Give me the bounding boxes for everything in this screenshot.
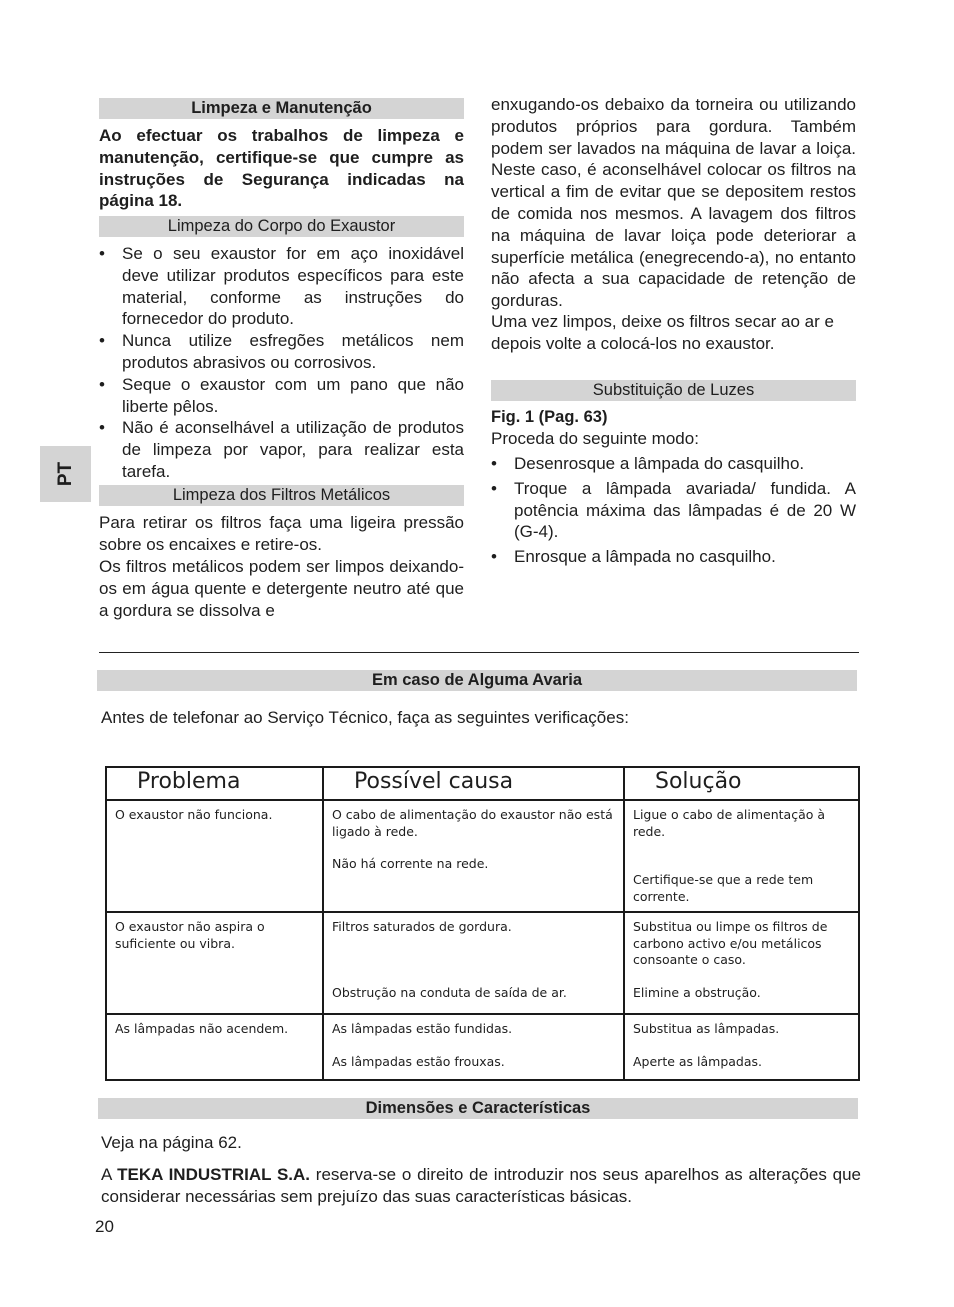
list-item: • Seque o exaustor com um pano que não liberte pêlos. (99, 374, 464, 416)
filtros-paragraph-1: Para retirar os filtros faça uma ligeira pressão sobre os encaixes e retire-os. (99, 513, 464, 554)
column-header-solucao: Solução (624, 767, 859, 800)
table-header-row (106, 767, 859, 800)
table-row (106, 1014, 859, 1080)
section-heading-limpeza: Limpeza e Manutenção (99, 98, 464, 119)
subheading-filtros: Limpeza dos Filtros Metálicos (99, 485, 464, 506)
filtros-continued: enxugando-os debaixo da torneira ou utilizando produtos próprios para gordura. Também podem ser lavados na máquina de lavar a loiça. Neste caso, é aconselhável colocar os filtros na vertical a fim de evitar que se depositem restos de comida nos mesmos. A lavagem dos filtros na máquina de lavar loiça pode deteriorar a superfície metálica (enegrecendo-a), no entanto não afecta a sua capacidade de retenção de gorduras. (491, 95, 856, 311)
section-heading-avaria: Em caso de Alguma Avaria (97, 670, 857, 691)
corpo-bullet-list (99, 243, 464, 483)
troubleshooting-table (105, 766, 860, 1081)
list-item: • Nunca utilize esfregões metálicos nem produtos abrasivos ou corrosivos. (99, 331, 464, 372)
subheading-luzes: Substituição de Luzes (491, 380, 856, 401)
filtros-secar: Uma vez limpos, deixe os filtros secar ao ar e depois volte a colocá-los no exaustor. (491, 312, 834, 353)
section-divider (99, 652, 859, 653)
table-cell-problem: As lâmpadas não acendem. (106, 1014, 323, 1080)
table-cell-solution: Substitua ou limpe os filtros de carbono activo e/ou metálicos consoante o caso. Elimine a obstrução. (624, 912, 859, 1014)
filtros-paragraph-2: Os filtros metálicos podem ser limpos deixando-os em água quente e detergente neutro até que a gordura se dissolva e (99, 557, 464, 620)
subheading-corpo: Limpeza do Corpo do Exaustor (99, 216, 464, 237)
table-cell-cause: O cabo de alimentação do exaustor não está ligado à rede. Não há corrente na rede. (323, 800, 624, 912)
dimensoes-reference: Veja na página 62. (101, 1133, 242, 1152)
column-header-causa: Possível causa (323, 767, 624, 800)
section-heading-dimensoes: Dimensões e Características (98, 1098, 858, 1119)
table-cell-problem: O exaustor não aspira o suficiente ou vibra. (106, 912, 323, 1014)
luzes-lead: Proceda do seguinte modo: (491, 429, 699, 448)
list-item: • Troque a lâmpada avariada/ fundida. A potência máxima das lâmpadas é de 20 W (G-4). (491, 478, 856, 542)
language-tab-label: PT (54, 461, 76, 487)
table-row (106, 912, 859, 1014)
list-item: • Se o seu exaustor for em aço inoxidável deve utilizar produtos específicos para este material, conforme as instruções do fornecedor do produto. (99, 244, 464, 329)
table-cell-solution: Substitua as lâmpadas. Aperte as lâmpadas. (624, 1014, 859, 1080)
list-item: • Enrosque a lâmpada no casquilho. (491, 547, 776, 567)
page-number: 20 (95, 1217, 114, 1236)
table-cell-cause: As lâmpadas estão fundidas. As lâmpadas estão frouxas. (323, 1014, 624, 1080)
dimensoes-disclaimer: A TEKA INDUSTRIAL S.A. reserva-se o direito de introduzir nos seus aparelhos as alterações que considerar necessárias sem prejuízo das suas características básicas. (101, 1165, 861, 1206)
table-cell-cause: Filtros saturados de gordura. Obstrução na conduta de saída de ar. (323, 912, 624, 1014)
language-tab (40, 446, 91, 502)
column-header-problema: Problema (106, 767, 323, 800)
table-row (106, 800, 859, 912)
safety-intro: Ao efectuar os trabalhos de limpeza e manutenção, certifique-se que cumpre as instruções de Segurança indicadas na página 18. (99, 126, 464, 211)
table-cell-problem: O exaustor não funciona. (106, 800, 323, 912)
brand-name: TEKA INDUSTRIAL S.A. (117, 1165, 311, 1184)
list-item: • Desenrosque a lâmpada do casquilho. (491, 454, 805, 473)
table-cell-solution: Ligue o cabo de alimentação à rede. Certifique-se que a rede tem corrente. (624, 800, 859, 912)
list-item: • Não é aconselhável a utilização de produtos de limpeza por vapor, para realizar esta tarefa. (99, 418, 464, 481)
luzes-bullet-list (491, 453, 856, 568)
avaria-intro: Antes de telefonar ao Serviço Técnico, faça as seguintes verificações: (101, 708, 629, 727)
figure-reference: Fig. 1 (Pag. 63) (491, 408, 608, 426)
